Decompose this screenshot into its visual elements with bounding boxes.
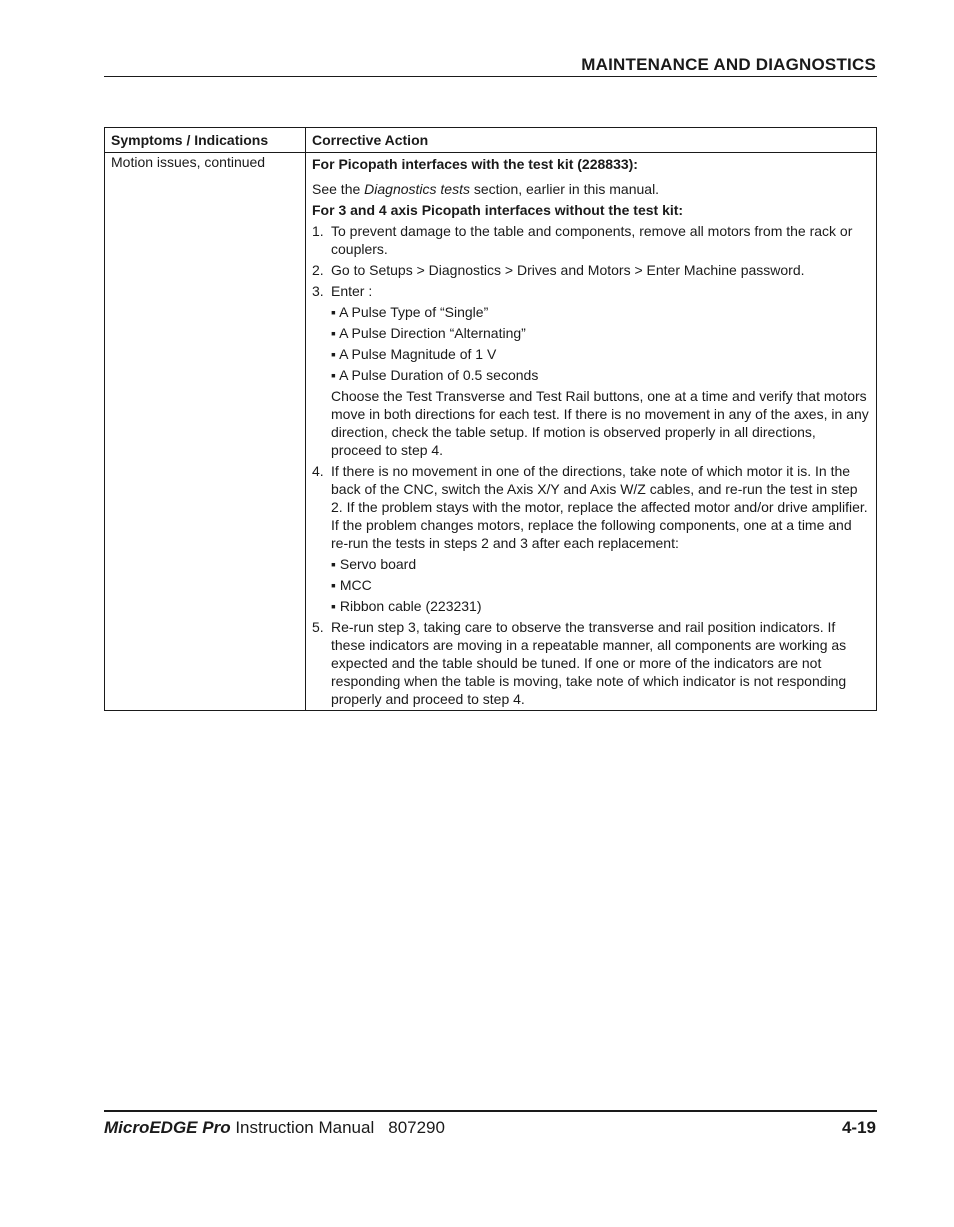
header-rule <box>104 76 877 77</box>
step-4-body <box>331 462 870 615</box>
symptom-cell: Motion issues, continued <box>105 153 306 711</box>
see-suffix: section, earlier in this manual. <box>469 181 660 197</box>
test-kit-heading: For Picopath interfaces with the test kit (228833): <box>312 156 638 172</box>
step-number: 2. <box>312 262 324 278</box>
step-text: Re-run step 3, taking care to observe the transverse and rail position indicators. If these indicators are moving in a repeatable manner, all components are working as expected and the table should be tuned. If one or more of the indicators are not responding when the table is moving, take note of which indicator is not responding properly and proceed to step 4. <box>331 619 847 707</box>
step-text: Enter : <box>331 283 373 299</box>
list-item: ▪ Servo board <box>331 556 417 572</box>
footer-manual-title <box>104 1118 445 1138</box>
list-item: ▪ A Pulse Magnitude of 1 V <box>331 346 497 362</box>
step-3-note: Choose the Test Transverse and Test Rail buttons, one at a time and verify that motors move in both directions for each test. If there is no movement in any of the axes, in any direction, check the table setup. If motion is observed properly in all directions, proceed to step 4. <box>331 388 869 458</box>
symptoms-table <box>104 127 877 711</box>
step-5 <box>312 618 870 708</box>
step-text: If there is no movement in one of the directions, take note of which motor it is. In the back of the CNC, switch the Axis X/Y and Axis W/Z cables, and re-run the test in step 2. If the problem stays with the motor, replace the affected motor and/or drive amplifier. If the problem changes motors, replace the following components, one at a time and re-run the tests in steps 2 and 3 after each replacement: <box>331 463 868 551</box>
list-item: ▪ MCC <box>331 577 372 593</box>
see-prefix: See the <box>312 181 365 197</box>
document-number: 807290 <box>388 1118 445 1137</box>
footer-rule <box>104 1110 877 1112</box>
list-item: ▪ Ribbon cable (223231) <box>331 598 482 614</box>
step-number: 5. <box>312 619 324 635</box>
step-2 <box>312 261 870 279</box>
table-header-row <box>105 128 877 153</box>
corrective-action-cell <box>306 153 877 711</box>
table-row <box>105 153 877 711</box>
step-3 <box>312 282 870 459</box>
step-1 <box>312 222 870 258</box>
list-item: ▪ A Pulse Direction “Alternating” <box>331 325 526 341</box>
list-item: ▪ A Pulse Type of “Single” <box>331 304 489 320</box>
product-brand: MicroEDGE Pro <box>104 1118 231 1137</box>
step-4 <box>312 462 870 615</box>
page-header-title: MAINTENANCE AND DIAGNOSTICS <box>581 55 876 74</box>
see-diagnostics-line <box>312 180 870 198</box>
list-item: ▪ A Pulse Duration of 0.5 seconds <box>331 367 539 383</box>
step-text: Go to Setups > Diagnostics > Drives and Motors > Enter Machine password. <box>331 262 805 278</box>
diagnostics-tests-reference: Diagnostics tests <box>364 181 470 197</box>
column-header-symptoms: Symptoms / Indications <box>105 128 306 153</box>
no-test-kit-heading: For 3 and 4 axis Picopath interfaces without the test kit: <box>312 202 684 218</box>
manual-label: Instruction Manual <box>230 1118 375 1137</box>
step-text: To prevent damage to the table and components, remove all motors from the rack or couplers. <box>331 223 853 257</box>
step-number: 3. <box>312 283 324 299</box>
column-header-corrective-action: Corrective Action <box>306 128 877 153</box>
step-number: 4. <box>312 463 324 479</box>
step-3-body <box>331 282 870 459</box>
page-number: 4-19 <box>841 1118 876 1137</box>
step-number: 1. <box>312 223 324 239</box>
